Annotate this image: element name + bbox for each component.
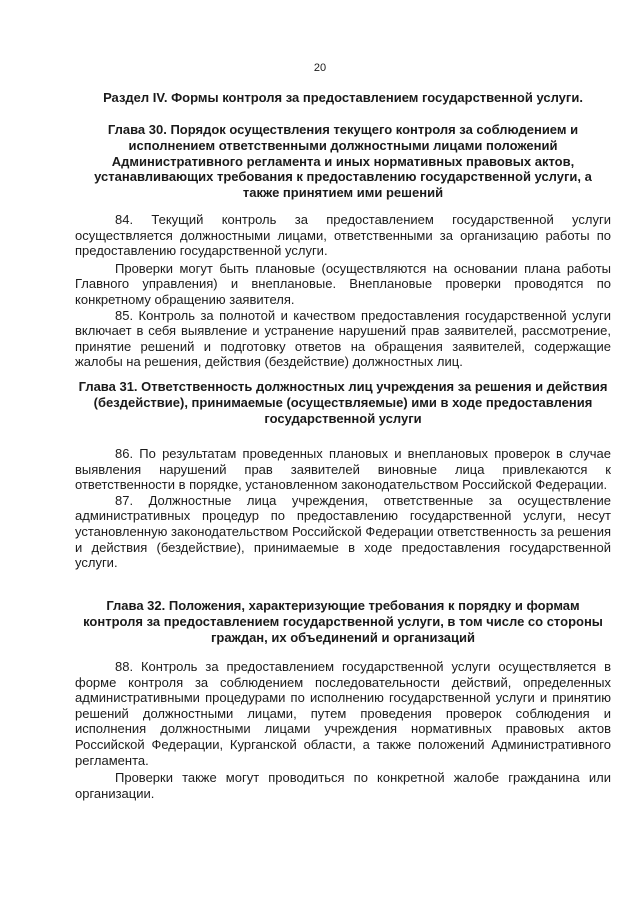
chapter-32-title: Глава 32. Положения, характеризующие требования к порядку и формам контроля за предоставлением государственной услуги, в том числе со стороны граждан, их объединений и организаций <box>83 598 603 645</box>
paragraph-85: 85. Контроль за полнотой и качеством предоставления государственной услуги включает в себя выявление и устранение нарушений прав заявителей, рассмотрение, принятие решений и подготовку ответов на обращения заявителей, содержащие жалобы на решения, действия (бездействие) должностных лиц. <box>75 307 611 370</box>
section-title: Раздел IV. Формы контроля за предоставлением государственной услуги. <box>103 90 583 105</box>
chapter-30-body <box>75 212 611 370</box>
paragraph-84-inspections: Проверки могут быть плановые (осуществляются на основании плана работы Главного управления) и внеплановые. Внеплановые проверки проводятся по конкретному обращению заявителя. <box>75 260 611 307</box>
paragraph-86: 86. По результатам проведенных плановых и внеплановых проверок в случае выявления нарушений прав заявителей виновные лица привлекаются к ответственности в порядке, установленном законодательством Российской Федерации. <box>75 446 611 493</box>
chapter-31-title: Глава 31. Ответственность должностных лиц учреждения за решения и действия (бездействие), принимаемые (осуществляемые) ими в ходе предоставления государственной услуги <box>78 379 608 426</box>
chapter-31-body <box>75 446 611 571</box>
paragraph-88: 88. Контроль за предоставлением государственной услуги осуществляется в форме контроля за соблюдением последовательности действий, определенных административными процедурами по исполнению государственной услуги и принятию решений должностными лицами, путем проведения проверок соблюдения и исполнения должностными лицами учреждения нормативных правовых актов Российской Федерации, Курганской области, а также положений Административного регламента. <box>75 659 611 768</box>
page-number: 20 <box>313 62 327 74</box>
paragraph-84: 84. Текущий контроль за предоставлением государственной услуги осуществляется должностными лицами, ответственными за организацию работы по предоставлению государственной услуги. <box>75 212 611 259</box>
paragraph-87: 87. Должностные лица учреждения, ответственные за осуществление административных процедур по предоставлению государственной услуги, несут установленную законодательством Российской Федерации ответственность за решения и действия (бездействие), принимаемые в ходе предоставления государственной услуги. <box>75 492 611 571</box>
paragraph-88-inspections: Проверки также могут проводиться по конкретной жалобе гражданина или организации. <box>75 770 611 801</box>
chapter-30-title: Глава 30. Порядок осуществления текущего контроля за соблюдением и исполнением ответственными должностными лицами положений Административного регламента и иных нормативных правовых актов, устанавливающих требования к предоставлению государственной услуги, а также принятием ими решений <box>94 122 592 201</box>
chapter-32-body <box>75 659 611 801</box>
